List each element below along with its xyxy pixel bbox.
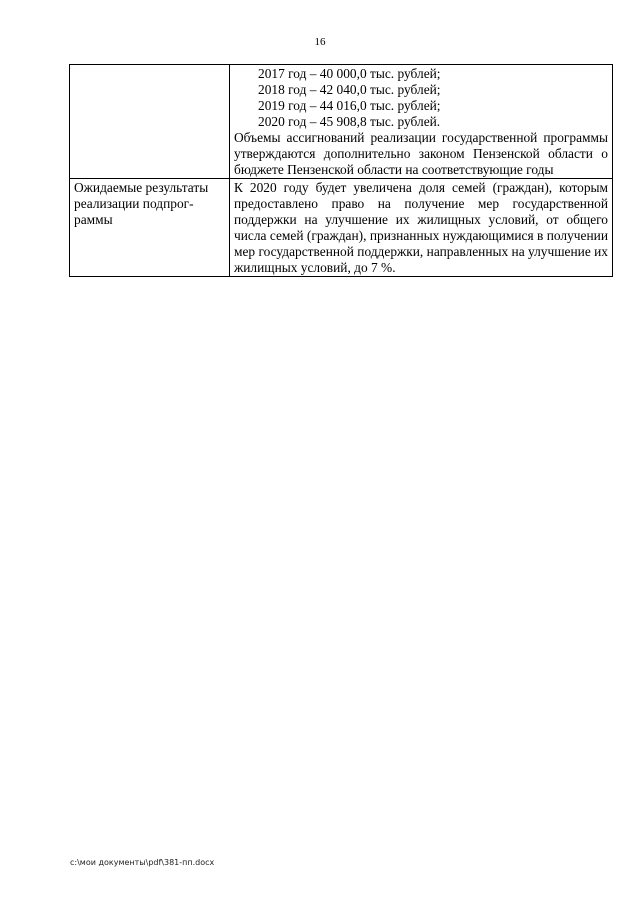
label-line-3: раммы — [74, 212, 113, 227]
table-cell-funding — [230, 65, 613, 179]
program-table — [69, 64, 613, 277]
funding-note-paragraph: Объемы ассигнований реализации государственной программы утверждаются дополнительно законом Пензенской области о бюджете Пензенской области на соответствующие годы — [234, 130, 608, 177]
expected-results-paragraph: К 2020 году будет увеличена доля семей (граждан), которым предоставлено право на получение мер государственной поддержки на улучшение их жилищных условий, от общего числа семей (граждан), признанных нуждающимися в получении мер государственной поддержки, направленных на улучшение их жилищных условий, до 7 %. — [234, 180, 608, 275]
funding-year-2019: 2019 год – 44 016,0 тыс. рублей; — [258, 98, 441, 113]
page-number: 16 — [314, 36, 326, 48]
footer-file-path: c:\мои документы\pdf\381-пп.docx — [70, 858, 215, 867]
funding-year-2017: 2017 год – 40 000,0 тыс. рублей; — [258, 66, 441, 81]
table-cell-label-expected-results — [70, 179, 230, 277]
table-cell-expected-results — [230, 179, 613, 277]
funding-year-2020: 2020 год – 45 908,8 тыс. рублей. — [258, 114, 441, 129]
table-row-expected-results — [70, 179, 613, 277]
label-line-2: реализации подпрог- — [74, 196, 194, 211]
label-line-1: Ожидаемые результаты — [74, 180, 209, 195]
table-row-funding — [70, 65, 613, 179]
table-cell-label-empty — [70, 65, 230, 179]
funding-year-2018: 2018 год – 42 040,0 тыс. рублей; — [258, 82, 441, 97]
